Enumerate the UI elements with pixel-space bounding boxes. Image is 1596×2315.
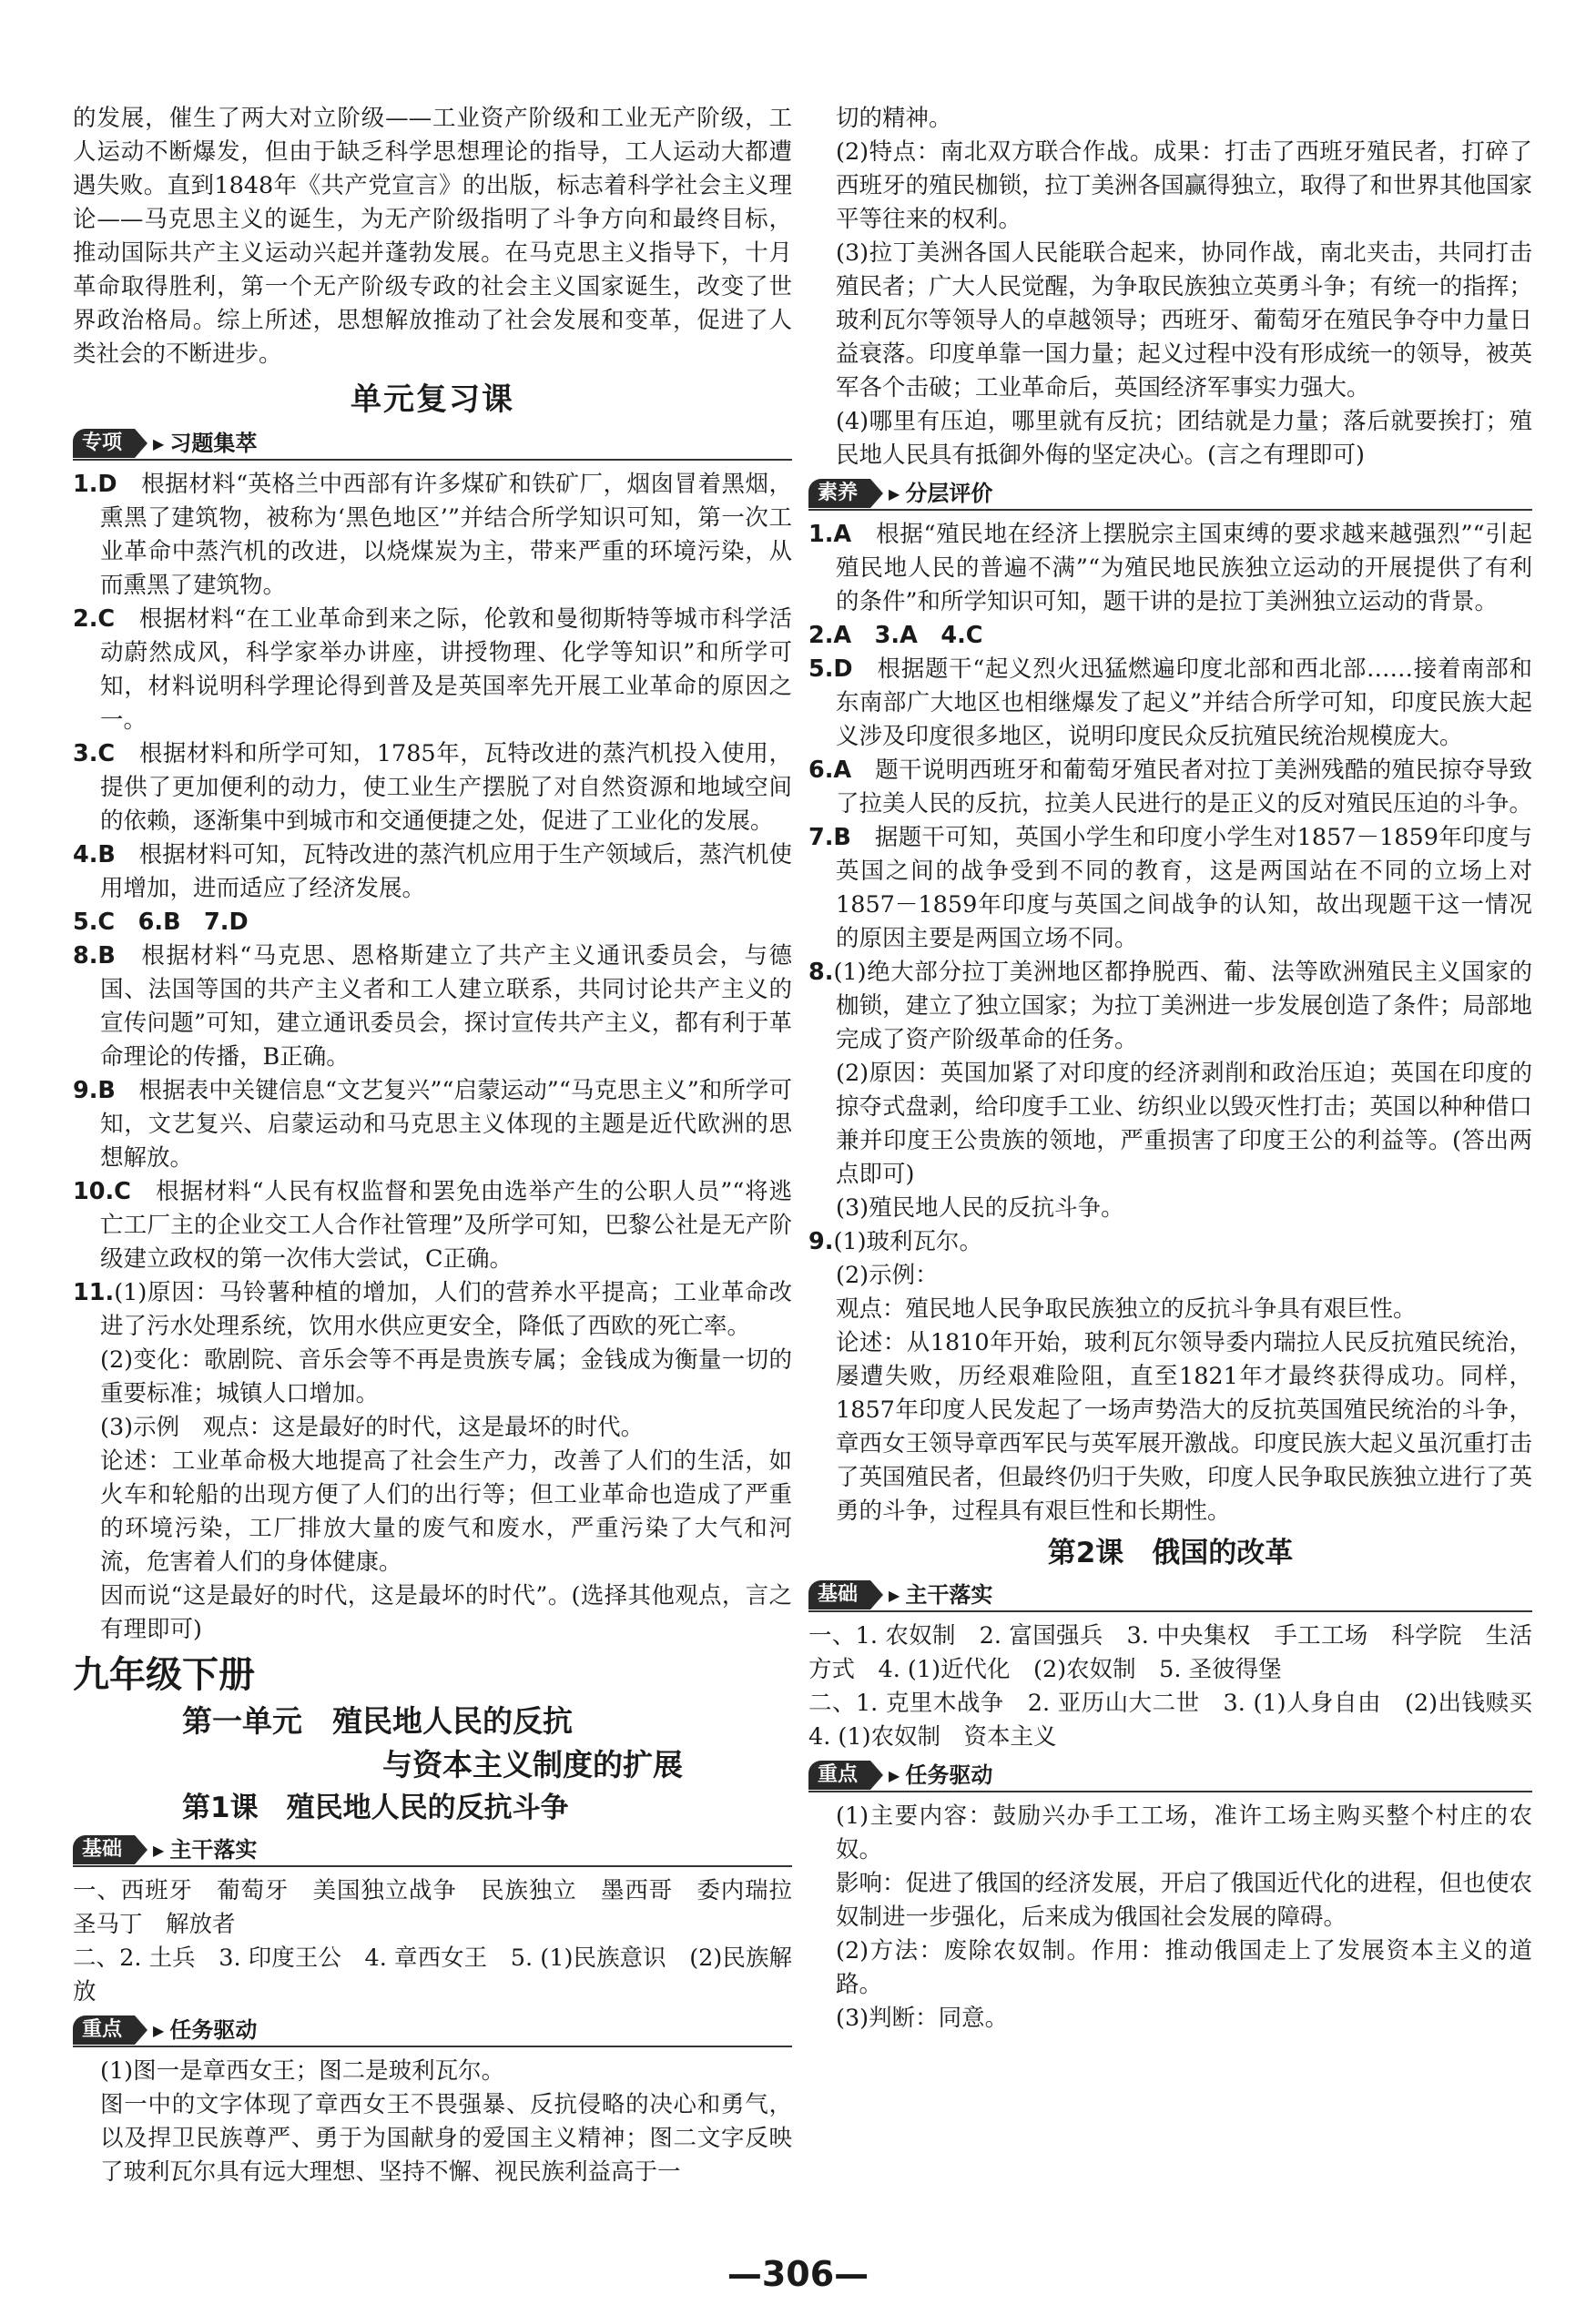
banner-tag: 基础 <box>73 1835 135 1864</box>
section-banner-task <box>73 2015 792 2047</box>
section-banner-basic <box>73 1834 792 1867</box>
answer-sub: (2)变化：歌剧院、音乐会等不再是贵族专属；金钱成为衡量一切的重要标准；城镇人口增加。 <box>100 1346 792 1407</box>
answer-sub: 论述：从1810年开始，玻利瓦尔领导委内瑞拉人民反抗殖民统治，屡遭失败，历经艰难险阻，直至1821年才最终获得成功。同样，1857年印度人民发起了一场声势浩大的反抗英国殖民统治的斗争，章西女王领导章西军民与英军展开激战。印度民族大起义虽沉重打击了英国殖民者，但最终仍归于失败，印度人民争取民族独立进行了英勇的斗争，过程具有艰巨性和长期性。 <box>836 1329 1533 1525</box>
task-answer: (2)特点：南北双方联合作战。成果：打击了西班牙殖民者，打碎了西班牙的殖民枷锁，拉丁美洲各国赢得独立，取得了和世界其他国家平等往来的权利。 <box>836 138 1533 233</box>
answer-item: 11.(1)原因：马铃薯种植的增加，人们的营养水平提高；工业革命改进了污水处理系统，饮用水供应更安全，降低了西欧的死亡率。 <box>73 1279 792 1340</box>
answer-item: 1.D 根据材料“英格兰中西部有许多煤矿和铁矿厂，烟囱冒着黑烟，熏黑了建筑物，被称为‘黑色地区’”并结合所学知识可知，第一次工业革命中蒸汽机的改进，以烧煤炭为主，带来严重的环境污染，从而熏黑了建筑物。 <box>73 471 792 599</box>
answer-sub: (2)示例： <box>836 1262 939 1289</box>
triangle-icon: ▶ <box>889 484 900 503</box>
section-banner-evaluation <box>808 478 1532 511</box>
answer-item: 10.C 根据材料“人民有权监督和罢免由选举产生的公职人员”“将逃亡工厂主的企业交工人合作社管理”及所学可知，巴黎公社是无产阶级建立政权的第一次伟大尝试，C正确。 <box>73 1178 792 1273</box>
triangle-icon: ▶ <box>153 434 165 452</box>
answer-sub: 观点：殖民地人民争取民族独立的反抗斗争具有艰巨性。 <box>836 1295 1417 1323</box>
banner-label: 习题集萃 <box>169 430 258 456</box>
answer-item: 3.C 根据材料和所学可知，1785年，瓦特改进的蒸汽机投入使用，提供了更加便利的动力，使工业生产摆脱了对自然资源和地域空间的依赖，逐渐集中到城市和交通便捷之处，促进了工业化的发展。 <box>73 740 792 835</box>
page-number: —306— <box>727 2254 869 2294</box>
triangle-icon: ▶ <box>153 1841 165 1859</box>
answer-item: 9.(1)玻利瓦尔。 <box>808 1228 983 1255</box>
triangle-icon: ▶ <box>153 2021 165 2039</box>
banner-tag: 重点 <box>73 2015 135 2045</box>
basic-answers: 二、1. 克里木战争 2. 亚历山大二世 3. (1)人身自由 (2)出钱赎买 4. (1)农奴制 资本主义 <box>808 1690 1556 1751</box>
answer-item: 2.A 3.A 4.C <box>808 622 983 649</box>
continued-paragraph: 的发展，催生了两大对立阶级——工业资产阶级和工业无产阶级，工人运动不断爆发，但由于缺乏科学思想理论的指导，工人运动大都遭遇失败。直到1848年《共产党宣言》的出版，标志着科学社会主义理论——马克思主义的诞生，为无产阶级指明了斗争方向和最终目标，推动国际共产主义运动兴起并蓬勃发展。在马克思主义指导下，十月革命取得胜利，第一个无产阶级专政的社会主义国家诞生，改变了世界政治格局。综上所述，思想解放推动了社会发展和变革，促进了人类社会的不断进步。 <box>73 105 792 368</box>
triangle-icon: ▶ <box>889 1766 900 1784</box>
section-banner-practice <box>73 428 792 461</box>
answer-sub: 因而说“这是最好的时代，这是最坏的时代”。(选择其他观点，言之有理即可) <box>100 1582 792 1643</box>
unit-review-title: 单元复习课 <box>351 381 514 418</box>
left-column <box>73 102 816 2189</box>
basic-answers: 二、2. 土兵 3. 印度王公 4. 章西女王 5. (1)民族意识 (2)民族解放 <box>73 1944 792 2005</box>
section-banner-task <box>808 1760 1532 1792</box>
task-answer: (3)拉丁美洲各国人民能联合起来，协同作战，南北夹击，共同打击殖民者；广大人民觉醒，为争取民族独立英勇斗争；有统一的指挥；玻利瓦尔等领导人的卓越领导；西班牙、葡萄牙在殖民争夺中力量日益衰落。印度单靠一国力量；起义过程中没有形成统一的领导，被英军各个击破；工业革命后，英国经济军事实力强大。 <box>836 239 1533 401</box>
answer-sub: (3)示例 观点：这是最好的时代，这是最坏的时代。 <box>100 1414 645 1441</box>
task-answer: 切的精神。 <box>836 105 952 132</box>
answer-item: 9.B 根据表中关键信息“文艺复兴”“启蒙运动”“马克思主义”和所学可知，文艺复兴、启蒙运动和马克思主义体现的主题是近代欧洲的思想解放。 <box>73 1077 792 1172</box>
triangle-icon: ▶ <box>889 1586 900 1604</box>
unit-title-line2: 与资本主义制度的扩展 <box>382 1747 683 1782</box>
answer-sub: (2)原因：英国加紧了对印度的经济剥削和政治压迫；英国在印度的掠夺式盘剥，给印度手工业、纺织业以毁灭性打击；英国以种种借口兼并印度王公贵族的领地，严重损害了印度王公的利益等。(答出两点即可) <box>836 1060 1533 1188</box>
right-column <box>808 102 1556 2036</box>
answer-sub: 论述：工业革命极大地提高了社会生产力，改善了人们的生活，如火车和轮船的出现方便了人们的出行等；但工业革命也造成了严重的环境污染，工厂排放大量的废气和废水，严重污染了大气和河流，危害着人们的身体健康。 <box>100 1447 792 1576</box>
banner-tag: 基础 <box>808 1580 870 1609</box>
answer-item: 7.B 据题干可知，英国小学生和印度小学生对1857－1859年印度与英国之间的战争受到不同的教育，这是两国站在不同的立场上对1857－1859年印度与英国之间战争的认知，故出现题干这一情况的原因主要是两国立场不同。 <box>808 824 1532 952</box>
banner-label: 主干落实 <box>169 1836 258 1863</box>
banner-label: 任务驱动 <box>169 2016 258 2043</box>
task-answer: 图一中的文字体现了章西女王不畏强暴、反抗侵略的决心和勇气，以及捍卫民族尊严、勇于为国献身的爱国主义精神；图二文字反映了玻利瓦尔具有远大理想、坚持不懈、视民族利益高于一 <box>100 2091 792 2186</box>
task-answer: (3)判断：同意。 <box>836 2005 1009 2032</box>
banner-tag: 重点 <box>808 1761 870 1790</box>
banner-tag: 素养 <box>808 479 870 508</box>
answer-item: 6.A 题干说明西班牙和葡萄牙殖民者对拉丁美洲残酷的殖民掠夺导致了拉美人民的反抗，拉美人民进行的是正义的反对殖民压迫的斗争。 <box>808 756 1533 817</box>
task-answer: (1)主要内容：鼓励兴办手工工场，准许工场主购买整个村庄的农奴。 <box>836 1802 1532 1863</box>
grade-title: 九年级下册 <box>73 1654 255 1696</box>
answer-item: 4.B 根据材料可知，瓦特改进的蒸汽机应用于生产领域后，蒸汽机使用增加，进而适应了经济发展。 <box>73 841 792 902</box>
basic-answers: 一、1. 农奴制 2. 富国强兵 3. 中央集权 手工工场 科学院 生活方式 4. (1)近代化 (2)农奴制 5. 圣彼得堡 <box>808 1622 1532 1683</box>
section-banner-basic <box>808 1579 1532 1612</box>
basic-answers: 一、西班牙 葡萄牙 美国独立战争 民族独立 墨西哥 委内瑞拉 圣马丁 解放者 <box>73 1877 816 1938</box>
answer-item: 2.C 根据材料“在工业革命到来之际，伦敦和曼彻斯特等城市科学活动蔚然成风，科学家举办讲座，讲授物理、化学等知识”和所学可知，材料说明科学理论得到普及是英国率先开展工业革命的原因之一。 <box>73 605 792 734</box>
task-answer: (1)图一是章西女王；图二是玻利瓦尔。 <box>100 2057 505 2085</box>
task-answer: 影响：促进了俄国的经济发展，开启了俄国近代化的进程，但也使农奴制进一步强化，后来成为俄国社会发展的障碍。 <box>836 1870 1533 1931</box>
task-answer: (4)哪里有压迫，哪里就有反抗；团结就是力量；落后就要挨打；殖民地人民具有抵御外侮的坚定决心。(言之有理即可) <box>836 408 1532 469</box>
answer-item: 5.D 根据题干“起义烈火迅猛燃遍印度北部和西北部……接着南部和东南部广大地区也相继爆发了起义”并结合所学可知，印度民族大起义涉及印度很多地区，说明印度民众反抗殖民统治规模庞大。 <box>808 655 1532 750</box>
answer-item: 1.A 根据“殖民地在经济上摆脱宗主国束缚的要求越来越强烈”“引起殖民地人民的普遍不满”“为殖民地民族独立运动的开展提供了有利的条件”和所学知识可知，题干讲的是拉丁美洲独立运动的背景。 <box>808 521 1532 615</box>
answer-item: 5.C 6.B 7.D <box>73 909 249 936</box>
banner-label: 主干落实 <box>905 1581 993 1608</box>
banner-label: 分层评价 <box>905 480 993 506</box>
lesson-title: 第2课 俄国的改革 <box>1047 1537 1294 1569</box>
banner-label: 任务驱动 <box>905 1762 993 1788</box>
answer-sub: (3)殖民地人民的反抗斗争。 <box>836 1194 1124 1222</box>
task-answer: (2)方法：废除农奴制。作用：推动俄国走上了发展资本主义的道路。 <box>836 1937 1532 1998</box>
answer-item: 8.B 根据材料“马克思、恩格斯建立了共产主义通讯委员会，与德国、法国等国的共产主义者和工人建立联系，共同讨论共产主义的宣传问题”可知，建立通讯委员会，探讨宣传共产主义，都有利于革命理论的传播，B正确。 <box>73 942 792 1071</box>
answer-item: 8.(1)绝大部分拉丁美洲地区都挣脱西、葡、法等欧洲殖民主义国家的枷锁，建立了独立国家；为拉丁美洲进一步发展创造了条件；局部地完成了资产阶级革命的任务。 <box>808 959 1533 1053</box>
unit-title-line1: 第一单元 殖民地人民的反抗 <box>182 1703 573 1739</box>
lesson-title: 第1课 殖民地人民的反抗斗争 <box>182 1792 569 1824</box>
banner-tag: 专项 <box>73 429 135 458</box>
